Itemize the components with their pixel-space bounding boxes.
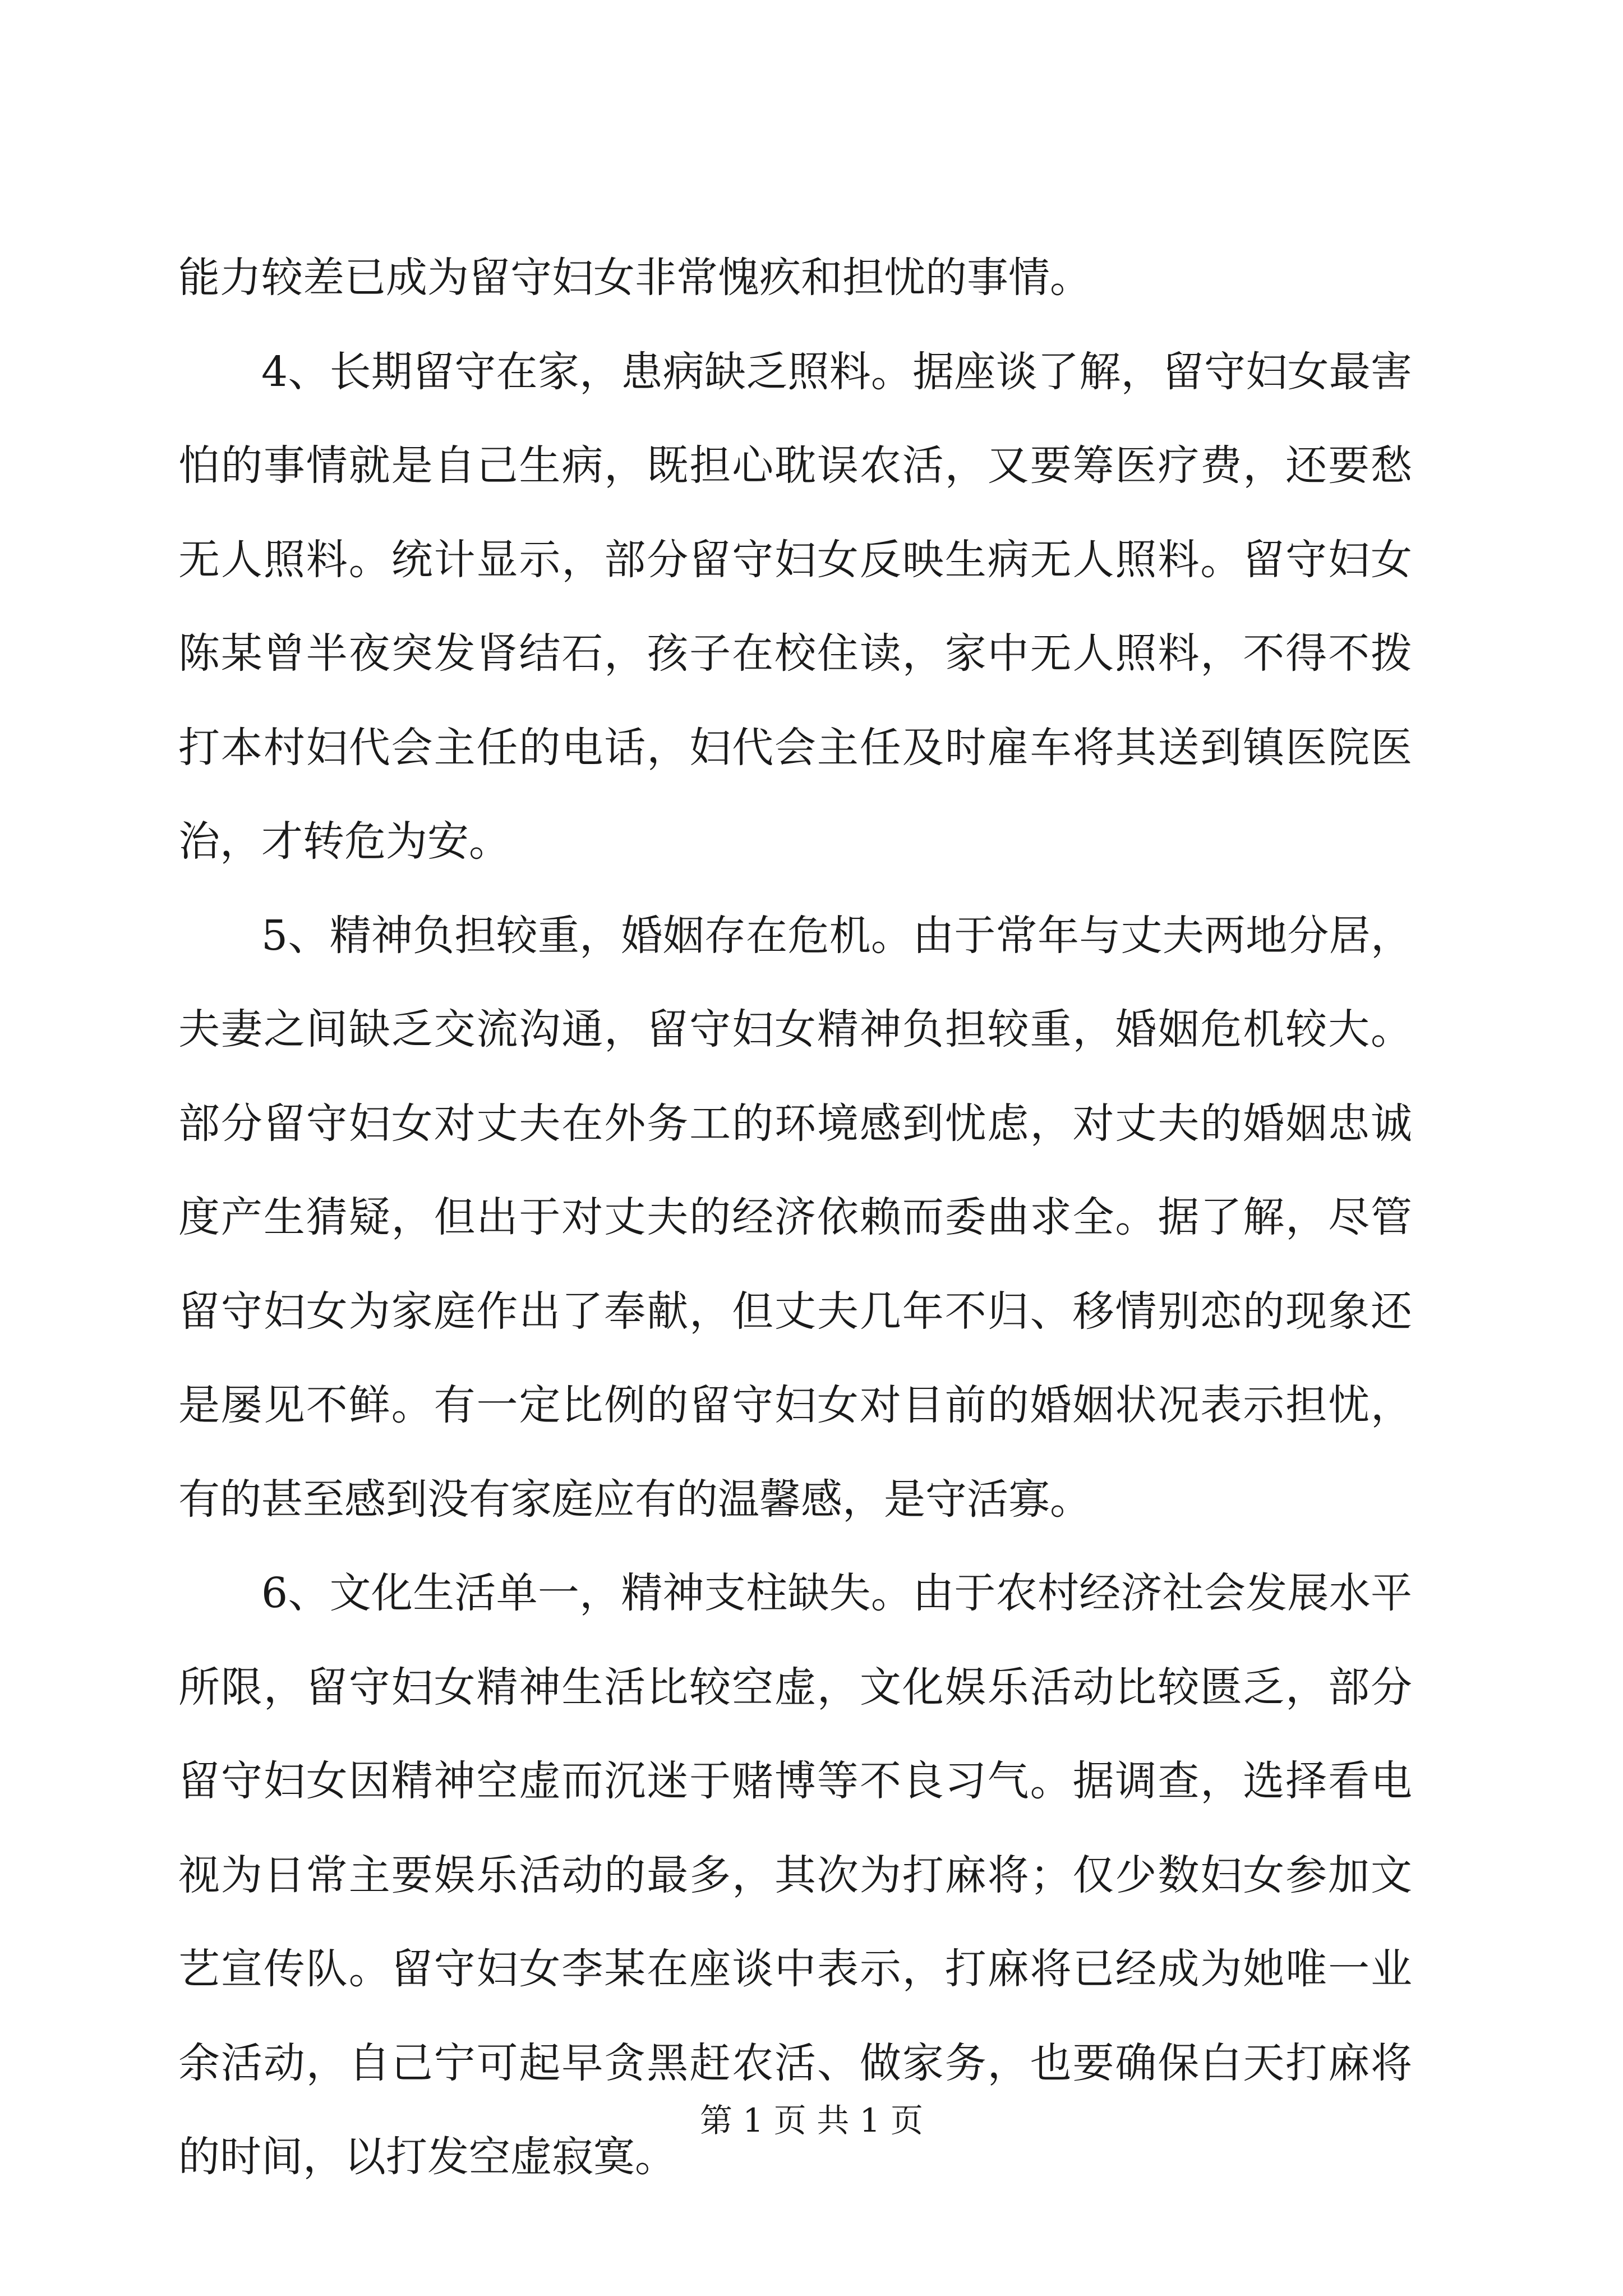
paragraph-continuation: 能力较差已成为留守妇女非常愧疚和担忧的事情。 [178, 254, 1091, 302]
paragraph-item-6: 6、文化生活单一，精神支柱缺失。由于农村经济社会发展水平所限，留守妇女精神生活比较空虚，文化娱乐活动比较匮乏，部分留守妇女因精神空虚而沉迷于赌博等不良习气。据调查，选择看电视为日常主要娱乐活动的最多，其次为打麻将；仅少数妇女参加文艺宣传队。留守妇女李某在座谈中表示，打麻将已经成为她唯一业余活动，自己宁可起早贪黑赶农活、做家务，也要确保白天打麻将的时间，以打发空虚寂寞。 [178, 1569, 1412, 2181]
page-footer: 第 1 页 共 1 页 [700, 2101, 923, 2139]
paragraph-item-5: 5、精神负担较重，婚姻存在危机。由于常年与丈夫两地分居，夫妻之间缺乏交流沟通，留守妇女精神负担较重，婚姻危机较大。部分留守妇女对丈夫在外务工的环境感到忧虑，对丈夫的婚姻忠诚度产生猜疑，但出于对丈夫的经济依赖而委曲求全。据了解，尽管留守妇女为家庭作出了奉献，但丈夫几年不归、移情别恋的现象还是屡见不鲜。有一定比例的留守妇女对目前的婚姻状况表示担忧，有的甚至感到没有家庭应有的温馨感，是守活寡。 [178, 911, 1412, 1524]
document-body [178, 231, 1412, 2205]
paragraph-item-4: 4、长期留守在家，患病缺乏照料。据座谈了解，留守妇女最害怕的事情就是自己生病，既担心耽误农活，又要筹医疗费，还要愁无人照料。统计显示，部分留守妇女反映生病无人照料。留守妇女陈某曾半夜突发肾结石，孩子在校住读，家中无人照料，不得不拨打本村妇代会主任的电话，妇代会主任及时雇车将其送到镇医院医治，才转危为安。 [178, 347, 1412, 866]
